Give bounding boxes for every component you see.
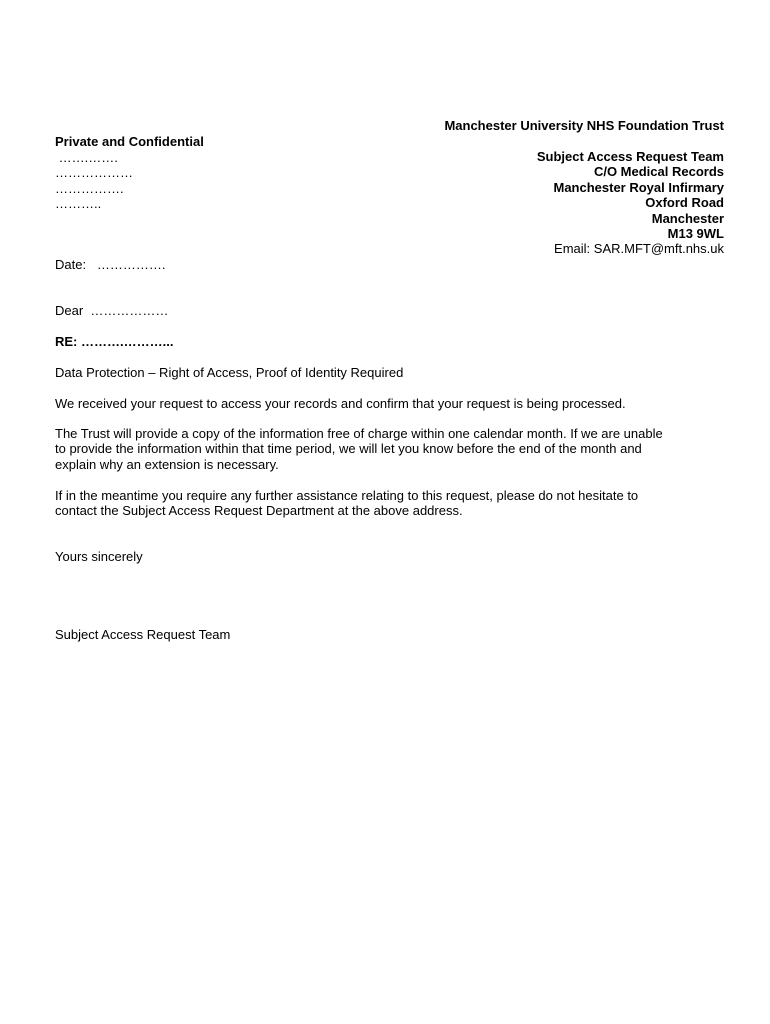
sender-postcode: M13 9WL	[667, 226, 724, 242]
sender-organisation: Manchester University NHS Foundation Trust	[444, 118, 724, 133]
re-line: RE: ……….………...	[55, 334, 174, 349]
recipient-address-line: ………………	[55, 165, 133, 181]
recipient-address-line: …………….	[55, 180, 124, 196]
sender-address-line: Manchester	[651, 210, 724, 226]
paragraph-assistance	[55, 488, 727, 519]
paragraph-received: We received your request to access your records and confirm that your request is being processed.	[55, 396, 626, 411]
paragraph-line: explain why an extension is necessary.	[55, 456, 279, 472]
sender-address-line: C/O Medical Records	[593, 164, 724, 180]
date-line: Date: …………….	[55, 257, 166, 272]
sender-address	[537, 149, 724, 257]
paragraph-line: If in the meantime you require any further assistance relating to this request, please do not hesitate to	[55, 488, 639, 503]
sender-address-line: Manchester Royal Infirmary	[553, 179, 724, 195]
paragraph-line: to provide the information within that time period, we will let you know before the end of the month and	[55, 441, 642, 457]
sender-email: Email: SAR.MFT@mft.nhs.uk	[554, 241, 724, 257]
paragraph-line: contact the Subject Access Request Department at the above address.	[55, 503, 463, 519]
private-confidential-label: Private and Confidential	[55, 134, 204, 149]
sender-address-line: Subject Access Request Team	[536, 149, 724, 164]
signatory: Subject Access Request Team	[55, 627, 231, 642]
sender-address-line: Oxford Road	[645, 195, 724, 211]
recipient-address	[55, 150, 133, 212]
salutation: Dear ………………	[55, 303, 169, 318]
recipient-address-line: ………..	[55, 196, 102, 212]
paragraph-line: The Trust will provide a copy of the information free of charge within one calendar month. If we are unable	[55, 426, 663, 441]
subject-line: Data Protection – Right of Access, Proof of Identity Required	[55, 365, 404, 380]
sign-off: Yours sincerely	[55, 549, 143, 564]
paragraph-provide	[55, 426, 727, 472]
recipient-address-line: …….…….	[55, 150, 118, 165]
